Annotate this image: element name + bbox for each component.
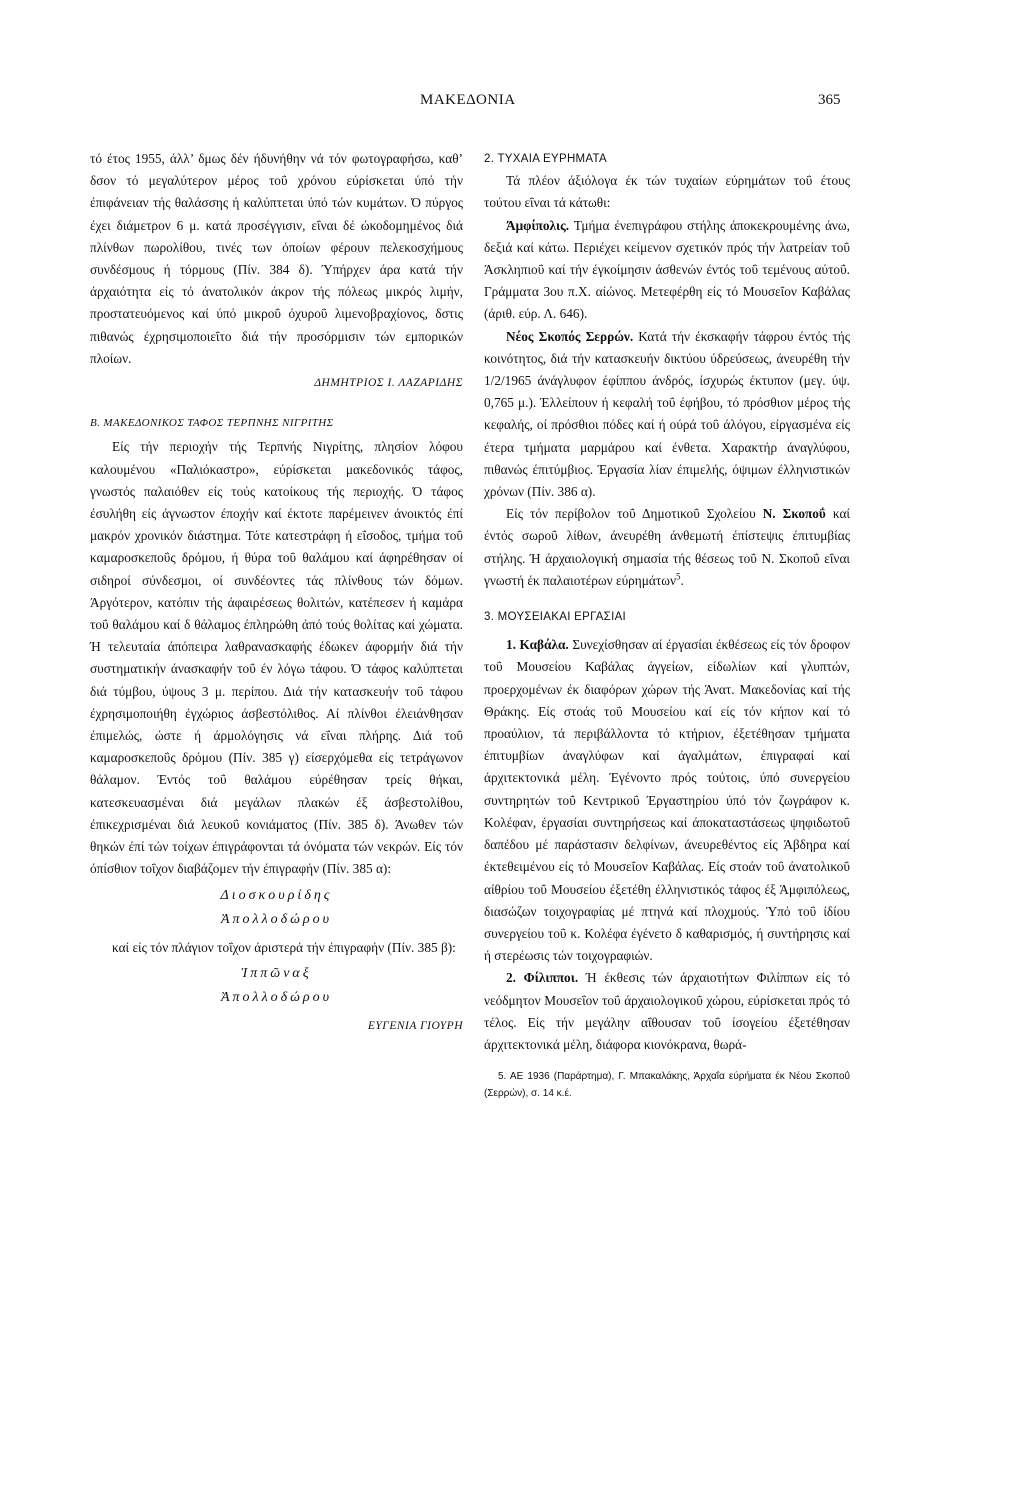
neos-skopos-text: Κατά τήν έκσκαφήν τάφρου έντός τής κοινότητος, διά τήν κατασκευήν δικτύου ύδρεύσεως, άνευρέθη τήν 1/2/1965 άνάγλυφον έφίππου άνδρός, ίσχυρώς έκτυπον (μεγ. ύψ. 0,765 μ.). Έλλείπουν ή κεφαλή τοΰ έφήβου, τό πρόσθιον μέρος τής κεφαλής, οί πρόσθιοι πόδες καί ή ούρά τοΰ άλόγου, είργασμένα είς έτερα τμήματα μαρμάρου καί ένθετα. Χαρακτήρ άναγλύφου, πιθανώς έπιτύμβιος. Έργασία λίαν έπιμελής, όψιμων έλληνιστικών χρόνων (Πίν. 386 α). — [484, 328, 851, 500]
amfipolis-label: Άμφίπολις. — [506, 217, 570, 233]
inscription-2 — [90, 963, 463, 1009]
section-b-paragraph: Είς τήν περιοχήν τής Τερπνής Νιγρίτης, πλησίον λόφου καλουμένου «Παλιόκαστρο», εύρίσκεται μακεδονικός τάφος, γνωστός παλαιόθεν είς τούς κατοίκους τής περιοχής. Ό τάφος έσυλήθη είς άγνωστον έποχήν καί έκτοτε παρέμεινεν άνοικτός έπί μακρόν χρονικόν διάστημα. Τότε κατεστράφη ή εΐσοδος, τμήμα τοΰ καμαροσκεποΰς δρόμου, ή θύρα τοΰ θαλάμου καί άφηρέθησαν οί σιδηροί σύνδεσμοι, οί συνδέοντες τάς πλίνθους τών δόμων. Άργότερον, κατόπιν τής άφαιρέσεως θολιτών, κατέπεσεν ή καμάρα τοΰ θαλάμου καί δ θάλαμος έπληρώθη άπό τούς θολίτας καί χώματα. Ή τελευταία άπόπειρα λαθρανασκαφής έδωκεν άφορμήν διά τήν συστηματικήν άνασκαφήν τοΰ έν λόγω τάφου. Ό τάφος καλύπτεται διά τύμβου, ύψους 3 μ. περίπου. Διά τήν κατασκευήν τοΰ τάφου έχρησιμοποιήθη έγχώριος άσβεστόλιθος. Αί πλίνθοι έλειάνθησαν έπιμελώς, ώστε ή άρμολόγησις νά εΐναι πλήρης. Διά τοΰ καμαροσκεποΰς δρόμου (Πίν. 385 γ) είσερχόμεθα είς τετράγωνον θάλαμον. Έντός τοΰ θαλάμου εύρέθησαν τρείς θήκαι, κατεσκευασμέναι διά μεγάλων πλακών έξ άσβεστολίθου, έπικεχρισμέναι διά λευκοΰ κονιάματος (Πίν. 385 δ). Άνωθεν τών θηκών έπί τών τοίχων έπιγράφονται τά όνόματα τών νεκρών. Είς τόν όπίσθιον τοΐχον διαβάζομεν τήν έπιγραφήν (Πίν. 385 α): — [90, 439, 463, 877]
inscription-1-line-1: Διοσκουρίδης — [220, 887, 333, 903]
author-signature-lazaridis: ΔΗΜΗΤΡΙΟΣ Ι. ΛΑΖΑΡΙΔΗΣ — [314, 377, 463, 390]
kavala-label: 1. Καβάλα. — [506, 637, 569, 653]
heading-chance-finds: 2. ΤΥΧΑΙΑ ΕΥΡΗΜΑΤΑ — [484, 153, 607, 165]
filippoi-paragraph — [484, 967, 850, 1056]
inscription-1-line-2: Ἀπολλοδώρου — [220, 911, 333, 927]
chance-finds-intro: Τά πλέον άξιόλογα έκ τών τυχαίων εύρημάτων τοΰ έτους τούτου εΐναι τά κάτωθι: — [484, 173, 850, 211]
school-text-2: καί έντός σωροΰ λίθων, άνευρέθη άνθεμωτή έπίστεψις έπιτυμβίας στήλης. Ή άρχαιολογική σημασία τής θέσεως τοΰ Ν. Σκοποΰ εΐναι γνωστή έκ παλαιοτέρων εύρημάτων — [484, 506, 850, 588]
school-bold: Ν. Σκοποΰ — [762, 506, 826, 522]
footnote-reference: 5 — [675, 571, 681, 582]
running-title: ΜΑΚΕΔΟΝΙΑ — [420, 92, 516, 108]
filippoi-text: Ή έκθεσις τών άρχαιοτήτων Φιλίππων είς τό νεόδμητον Μουσεΐον τοΰ άρχαιολογικοΰ χώρου, εύρίσκεται πρός τό τέλος. Είς τήν μεγάλην αΐθουσαν τοΰ ίσογείου έξετέθησαν άρχιτεκτονικά μέλη, διάφορα κιονόκρανα, θωρά- — [484, 970, 850, 1052]
page-number: 365 — [818, 92, 841, 108]
neos-skopos-label: Νέος Σκοπός Σερρών. — [506, 328, 634, 344]
filippoi-label: 2. Φίλιπποι. — [506, 970, 579, 986]
amfipolis-paragraph — [484, 215, 850, 326]
inscription-2-intro: καί είς τόν πλάγιον τοΐχον άριστερά τήν έπιγραφήν (Πίν. 385 β): — [112, 939, 456, 955]
footnote: 5. ΑΕ 1936 (Παράρτημα), Γ. Μπακαλάκης, Άρχαΐα εύρήματα έκ Νέου Σκοποΰ (Σερρών), σ. 14 κ.έ. — [484, 1071, 850, 1100]
inscription-2-line-2: Ἀπολλοδώρου — [220, 989, 333, 1005]
author-signature-giouri: ΕΥΓΕΝΙΑ ΓΙΟΥΡΗ — [367, 1019, 463, 1032]
school-text-1: Είς τόν περίβολον τοΰ Δημοτικοΰ Σχολείου — [506, 506, 756, 522]
inscription-1 — [90, 885, 463, 931]
kavala-paragraph — [484, 634, 850, 967]
kavala-text: Συνεχίσθησαν αί έργασίαι έκθέσεως είς τόν δροφον τοΰ Μουσείου Καβάλας άγγείων, είδωλίων καί γλυπτών, προερχομένων έκ διαφόρων χώρων τής Άνατ. Μακεδονίας καί τής Θράκης. Είς στοάς τοΰ Μουσείου καί είς τόν κήπον καί τό προαύλιον, τά περιβάλλοντα τό κτήριον, έξετέθησαν τμήματα έπιτυμβίων άναγλύφων καί άγαλμάτων, έπιγραφαί καί άρχιτεκτονικά μέλη. Έγένοντο πρός τούτοις, ύπό συνεργείου συντηρητών τοΰ Κεντρικοΰ Έργαστηρίου ύπό τόν ζωγράφον κ. Κολέφαν, έργασίαι συντηρήσεως καί άποκαταστάσεως ψηφιδωτοΰ δαπέδου μέ παράστασιν δελφίνων, άνευρεθέντος είς Άβδηρα καί έκτεθειμένου είς τό Μουσεΐον Καβάλας. Είς στοάν τοΰ άνατολικοΰ αίθρίου τοΰ Μουσείου έξετέθη έλληνιστικός τάφος έξ Άμφιπόλεως, διασώζων τοιχογραφίας μέ πτηνά καί πλοχμούς. Ύπό τοΰ ίδίου συνεργείου τοΰ κ. Κολέφα έγένετο δ καθαρισμός, ή συντήρησις καί ή στερέωσις τών τοιχογραφιών. — [484, 637, 851, 964]
inscription-2-line-1: Ἱππῶναξ — [241, 965, 312, 981]
section-b-title: Β. ΜΑΚΕΔΟΝΙΚΟΣ ΤΑΦΟΣ ΤΕΡΠΝΗΣ ΝΙΓΡΙΤΗΣ — [90, 417, 334, 430]
left-column — [90, 148, 463, 1037]
amfipolis-text: Τμήμα ένεπιγράφου στήλης άποκεκρουμένης άνω, δεξιά καί κάτω. Περιέχει κείμενον σχετικόν πρός τήν λατρείαν τοΰ Άσκληπιοΰ καί τήν έγκοίμησιν άσθενών έντός τοΰ τεμένους αύτοΰ. Γράμματα 3ου π.Χ. αίώνος. Μετεφέρθη είς τό Μουσεΐον Καβάλας (άριθ. εύρ. Λ. 646). — [484, 217, 850, 322]
right-column — [484, 148, 850, 1112]
page-header — [0, 92, 1024, 116]
continuation-paragraph: τό έτος 1955, άλλ’ δμως δέν ήδυνήθην νά τόν φωτογραφήσω, καθ’ δσον τό μεγαλύτερον μέρος τοΰ χρόνου εύρίσκεται ύπό τήν έπιφάνειαν τής θαλάσσης ή καλύπτεται ύπό τών κυμάτων. Ό πύργος έχει διάμετρον 6 μ. κατά προσέγγισιν, εΐναι δέ ώκοδομημένος διά πλίνθων πωρολίθου, τινές των όποίων φέρουν πελεκοσχήμους συνδέσμους ή τόρμους (Πίν. 384 δ). Ύπήρχεν άρα κατά τήν άρχαιότητα είς τό άνατολικόν άκρον τής πόλεως μικρός λιμήν, προστατευόμενος καί ύπό μικροΰ όχυροΰ λιμενοβραχίονος, δστις πιθανώς έχρησιμοποιεΐτο διά τήν προσόρμισιν τών εμπορικών πλοίων. — [90, 151, 463, 366]
school-paragraph: Είς τόν περίβολον τοΰ Δημοτικοΰ Σχολείου Ν. Σκοποΰ καί έντός σωροΰ λίθων, άνευρέθη άνθεμωτή έπίστεψις έπιτυμβίας στήλης. Ή άρχαιολογική σημασία τής θέσεως τοΰ Ν. Σκοποΰ εΐναι γνωστή έκ παλαιοτέρων εύρημάτων$^5$. — [484, 506, 850, 588]
heading-museum-works: 3. ΜΟΥΣΕΙΑΚΑΙ ΕΡΓΑΣΙΑΙ — [484, 611, 627, 624]
neos-skopos-paragraph — [484, 326, 850, 504]
